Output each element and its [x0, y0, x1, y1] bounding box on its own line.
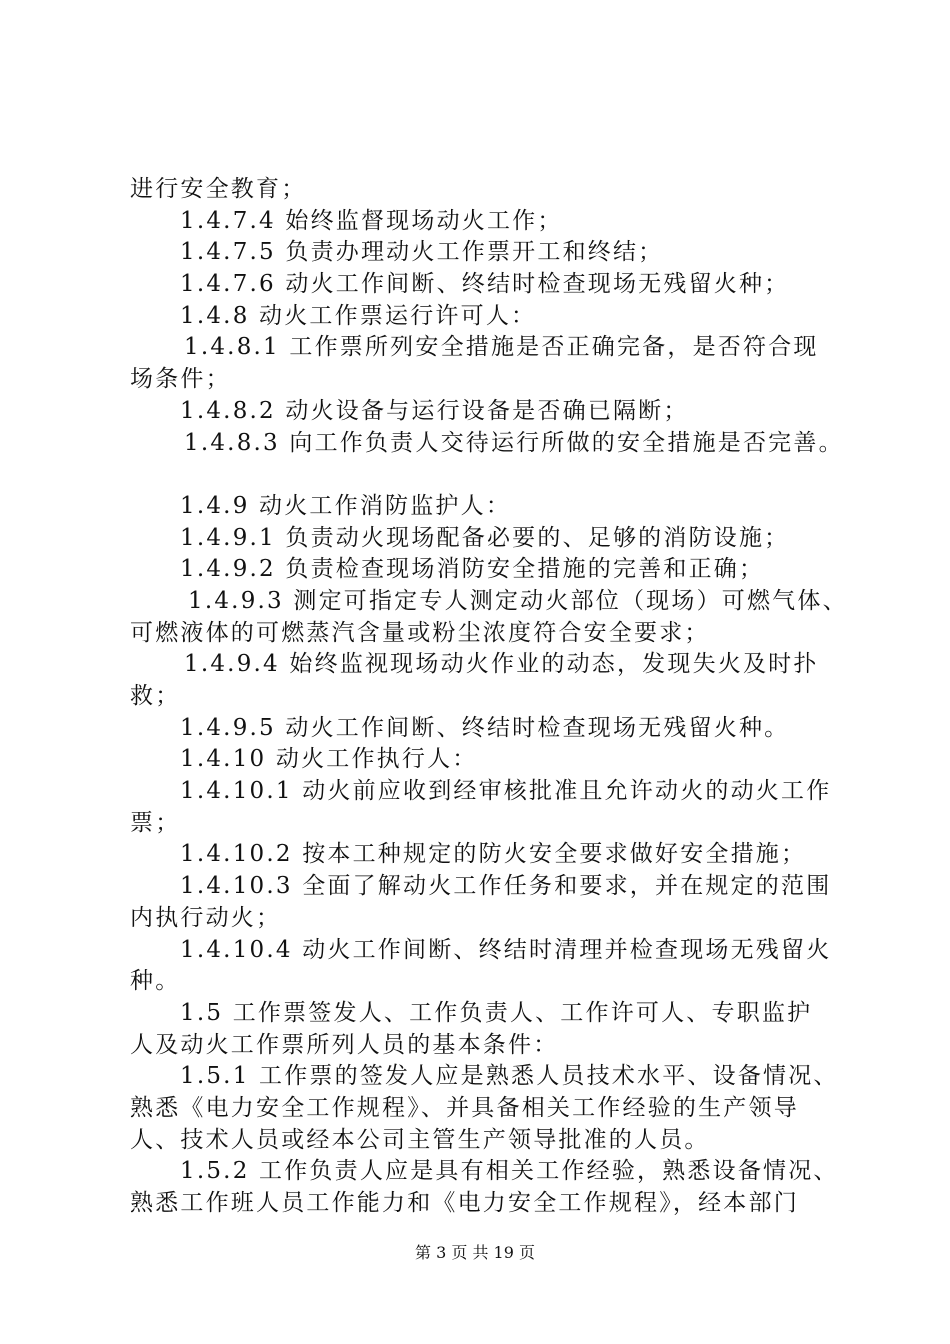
text-line: 1.4.8 动火工作票运行许可人： — [180, 302, 537, 329]
page-number-footer: 第 3 页 共 19 页 — [415, 1243, 535, 1262]
text-line: 1.4.9.2 负责检查现场消防安全措施的完善和正确； — [180, 556, 765, 583]
document-body — [130, 174, 850, 1220]
text-line: 1.4.10.3 全面了解动火工作任务和要求，并在规定的范围 — [180, 873, 832, 900]
text-line: 1.4.9 动火工作消防监护人： — [180, 492, 512, 519]
text-line: 1.4.7.6 动火工作间断、终结时检查现场无残留火种； — [180, 271, 790, 298]
text-line: 种。 — [130, 968, 181, 995]
text-line: 救； — [130, 683, 181, 709]
text-line: 1.4.7.4 始终监督现场动火工作； — [180, 207, 563, 234]
text-line: 1.4.9.5 动火工作间断、终结时检查现场无残留火种。 — [180, 714, 790, 741]
text-line: 1.4.9.4 始终监视现场动火作业的动态，发现失火及时扑 — [184, 651, 819, 678]
text-line: 内执行动火； — [130, 904, 282, 931]
text-line: 票； — [130, 809, 181, 836]
text-line: 1.4.9.3 测定可指定专人测定动火部位（现场）可燃气体、 — [188, 587, 848, 614]
text-line: 可燃液体的可燃蒸汽含量或粉尘浓度符合安全要求； — [130, 619, 710, 646]
text-line: 熟悉工作班人员工作能力和《电力安全工作规程》，经本部门 — [130, 1190, 799, 1216]
text-line: 1.4.10.4 动火工作间断、终结时清理并检查现场无残留火 — [180, 936, 832, 963]
text-line: 1.4.9.1 负责动火现场配备必要的、足够的消防设施； — [180, 524, 790, 551]
text-line: 场条件； — [130, 366, 231, 393]
text-line: 1.5.2 工作负责人应是具有相关工作经验，熟悉设备情况、 — [180, 1158, 839, 1185]
text-line: 1.4.8.3 向工作负责人交待运行所做的安全措施是否完善。 — [184, 429, 844, 456]
text-line: 1.4.10.2 按本工种规定的防火安全要求做好安全措施； — [180, 841, 807, 868]
text-line: 1.4.10 动火工作执行人： — [180, 746, 478, 773]
text-line: 1.4.8.2 动火设备与运行设备是否确已隔断； — [180, 397, 689, 424]
text-line: 1.5 工作票签发人、工作负责人、工作许可人、专职监护 — [180, 999, 813, 1026]
text-line: 1.4.8.1 工作票所列安全措施是否正确完备，是否符合现 — [184, 334, 819, 361]
text-line: 1.4.10.1 动火前应收到经审核批准且允许动火的动火工作 — [180, 778, 832, 805]
text-line: 人及动火工作票所列人员的基本条件： — [130, 1031, 559, 1058]
text-line: 1.4.7.5 负责办理动火工作票开工和终结； — [180, 239, 664, 266]
text-line: 人、技术人员或经本公司主管生产领导批准的人员。 — [130, 1126, 710, 1153]
text-line: 熟悉《电力安全工作规程》、并具备相关工作经验的生产领导 — [130, 1094, 799, 1121]
text-line: 1.5.1 工作票的签发人应是熟悉人员技术水平、设备情况、 — [180, 1063, 839, 1090]
text-line: 进行安全教育； — [130, 176, 307, 202]
blank-line — [130, 459, 850, 491]
